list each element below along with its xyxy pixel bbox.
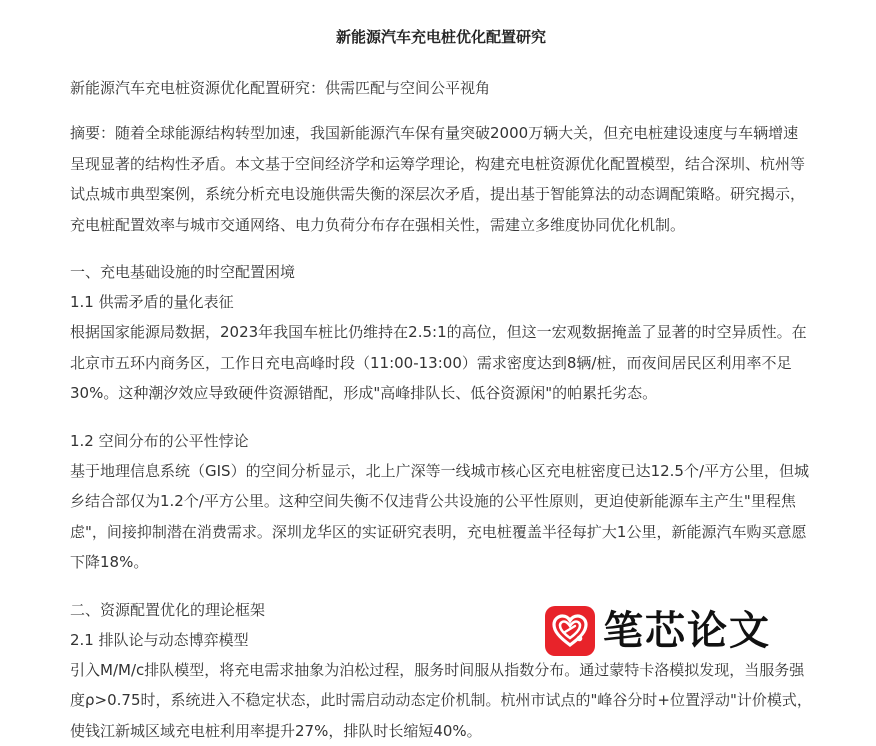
- document-subtitle: 新能源汽车充电桩资源优化配置研究：供需匹配与空间公平视角: [70, 78, 812, 98]
- page-title: 新能源汽车充电桩优化配置研究: [70, 26, 812, 48]
- abstract-paragraph: 摘要：随着全球能源结构转型加速，我国新能源汽车保有量突破2000万辆大关，但充电桩建设速度与车辆增速呈现显著的结构性矛盾。本文基于空间经济学和运筹学理论，构建充电桩资源优化配置模型，结合深圳、杭州等试点城市典型案例，系统分析充电设施供需失衡的深层次矛盾，提出基于智能算法的动态调配策略。研究揭示，充电桩配置效率与城市交通网络、电力负荷分布存在强相关性，需建立多维度协同优化机制。: [70, 118, 812, 240]
- section-1-1-body: 根据国家能源局数据，2023年我国车桩比仍维持在2.5:1的高位，但这一宏观数据掩盖了显著的时空异质性。在北京市五环内商务区，工作日充电高峰时段（11:00-13:00）需求密度达到8辆/桩，而夜间居民区利用率不足30%。这种潮汐效应导致硬件资源错配，形成"高峰排队长、低谷资源闲"的帕累托劣态。: [70, 317, 812, 409]
- section-2-1-heading: 2.1 排队论与动态博弈模型: [70, 625, 812, 655]
- watermark: [545, 605, 771, 657]
- section-1-heading: 一、充电基础设施的时空配置困境: [70, 257, 812, 287]
- watermark-text: 笔芯论文: [603, 605, 771, 657]
- section-1-2-heading: 1.2 空间分布的公平性悖论: [70, 426, 812, 456]
- section-2-heading: 二、资源配置优化的理论框架: [70, 595, 812, 625]
- section-1-2-body: 基于地理信息系统（GIS）的空间分析显示，北上广深等一线城市核心区充电桩密度已达12.5个/平方公里，但城乡结合部仅为1.2个/平方公里。这种空间失衡不仅违背公共设施的公平性原则，更迫使新能源车主产生"里程焦虑"，间接抑制潜在消费需求。深圳龙华区的实证研究表明，充电桩覆盖半径每扩大1公里，新能源汽车购买意愿下降18%。: [70, 456, 812, 578]
- section-1-1-heading: 1.1 供需矛盾的量化表征: [70, 287, 812, 317]
- section-2-1-body: 引入M/M/c排队模型，将充电需求抽象为泊松过程，服务时间服从指数分布。通过蒙特卡洛模拟发现，当服务强度ρ>0.75时，系统进入不稳定状态，此时需启动动态定价机制。杭州市试点的"峰谷分时+位置浮动"计价模式，使钱江新城区域充电桩利用率提升27%，排队时长缩短40%。: [70, 655, 812, 746]
- heart-logo-icon: [545, 606, 595, 656]
